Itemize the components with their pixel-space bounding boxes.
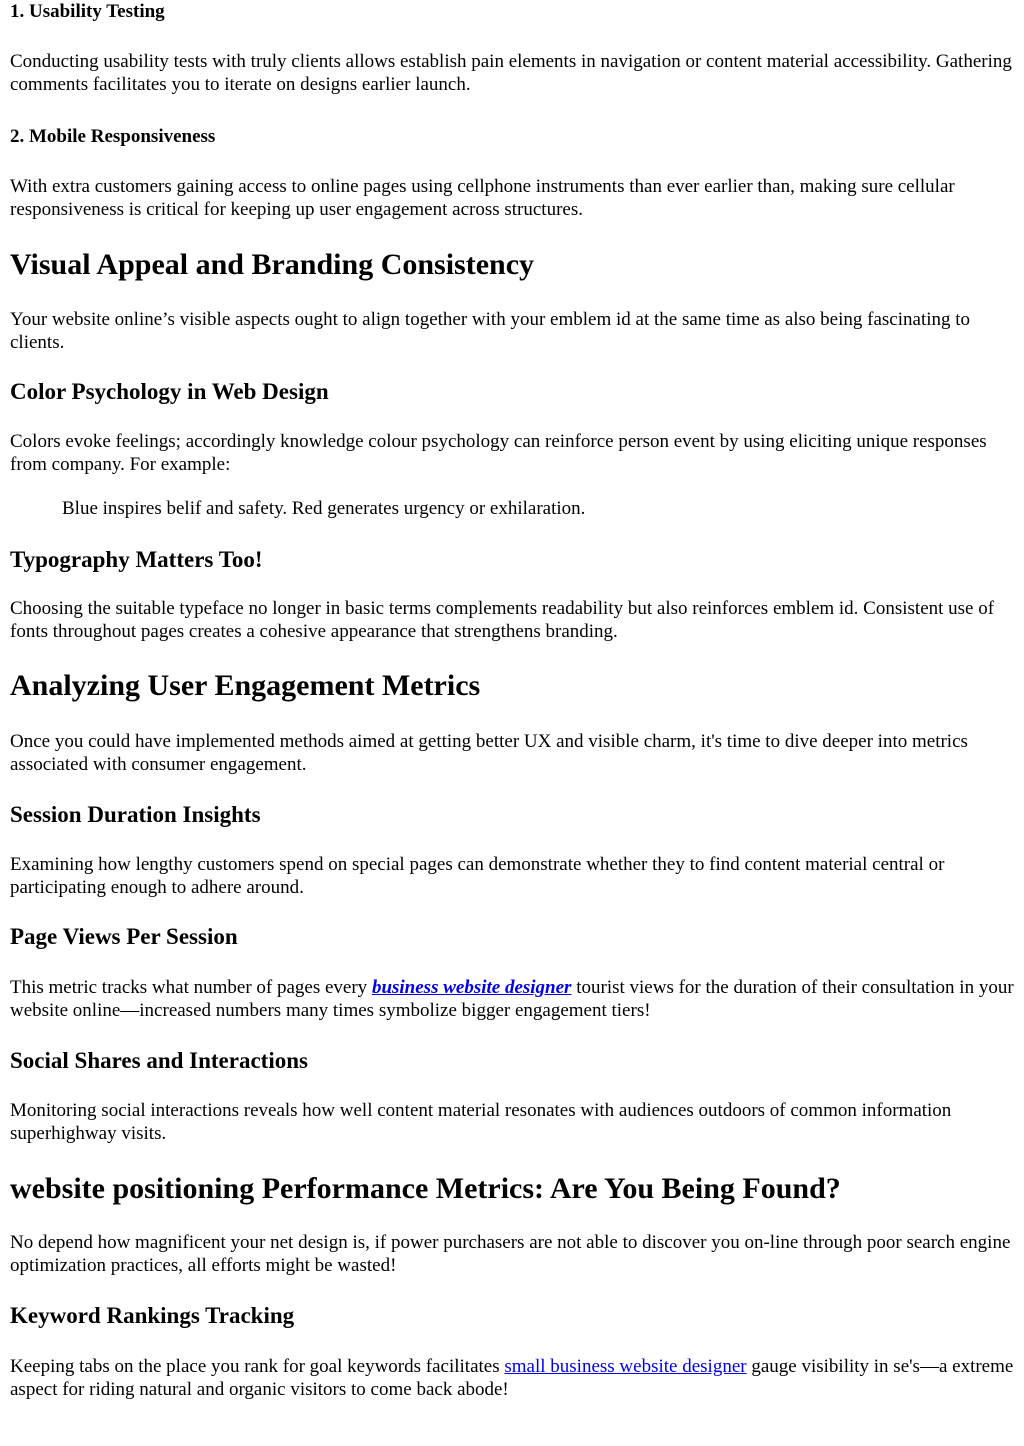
keyword-paragraph: [10, 1355, 1014, 1401]
visual-paragraph: Your website online’s visible aspects ought to align together with your emblem id at the same time as also being fascinating to clients.: [10, 309, 971, 353]
typography-paragraph: Choosing the suitable typeface no longer in basic terms complements readability but also reinforces emblem id. Consistent use of fonts throughout pages creates a cohesive appearance that strengthens branding.: [10, 598, 995, 642]
keyword-heading: Keyword Rankings Tracking: [10, 1303, 295, 1328]
pageviews-text-after: tourist views for the duration of their consultation in your website online—increased numbers many times symbolize bigger engagement tiers!: [10, 977, 1014, 1021]
color-heading: Color Psychology in Web Design: [10, 379, 329, 404]
pageviews-heading: Page Views Per Session: [10, 924, 238, 949]
social-paragraph: Monitoring social interactions reveals how well content material resonates with audiences outdoors of common information superhighway visits.: [10, 1100, 952, 1144]
session-heading: Session Duration Insights: [10, 802, 261, 827]
mobile-paragraph: With extra customers gaining access to online pages using cellphone instruments than ever earlier than, making sure cellular responsiveness is critical for keeping up user engagement across structures.: [10, 176, 955, 220]
typography-heading: Typography Matters Too!: [10, 547, 263, 572]
business-website-designer-link[interactable]: business website designer: [371, 977, 572, 998]
keyword-text-after: gauge visibility in se's—a extreme aspect for riding natural and organic visitors to come back abode!: [10, 1356, 1014, 1400]
small-business-website-designer-link[interactable]: small business website designer: [504, 1356, 747, 1377]
pageviews-text-before: This metric tracks what number of pages every: [10, 977, 372, 998]
session-paragraph: Examining how lengthy customers spend on special pages can demonstrate whether they to find content material central or participating enough to adhere around.: [10, 854, 945, 898]
social-heading: Social Shares and Interactions: [10, 1048, 308, 1073]
seo-heading: website positioning Performance Metrics: Are You Being Found?: [10, 1172, 841, 1205]
mobile-heading: 2. Mobile Responsiveness: [10, 126, 216, 147]
analyzing-heading: Analyzing User Engagement Metrics: [10, 669, 481, 702]
usability-paragraph: Conducting usability tests with truly clients allows establish pain elements in navigation or content material accessibility. Gathering comments facilitates you to iterate on designs earlier launch.: [10, 51, 1012, 95]
pageviews-paragraph: [10, 976, 1014, 1022]
keyword-text-before: Keeping tabs on the place you rank for goal keywords facilitates: [10, 1356, 505, 1377]
color-paragraph: Colors evoke feelings; accordingly knowledge colour psychology can reinforce person event by using eliciting unique responses from company. For example:: [10, 431, 987, 475]
visual-heading: Visual Appeal and Branding Consistency: [10, 248, 535, 281]
seo-paragraph: No depend how magnificent your net design is, if power purchasers are not able to discover you on-line through poor search engine optimization practices, all efforts might be wasted!: [10, 1232, 1011, 1276]
usability-heading: 1. Usability Testing: [10, 1, 165, 22]
analyzing-paragraph: Once you could have implemented methods aimed at getting better UX and visible charm, it's time to dive deeper into metrics associated with consumer engagement.: [10, 731, 968, 775]
color-example: Blue inspires belif and safety. Red generates urgency or exhilaration.: [62, 498, 586, 519]
